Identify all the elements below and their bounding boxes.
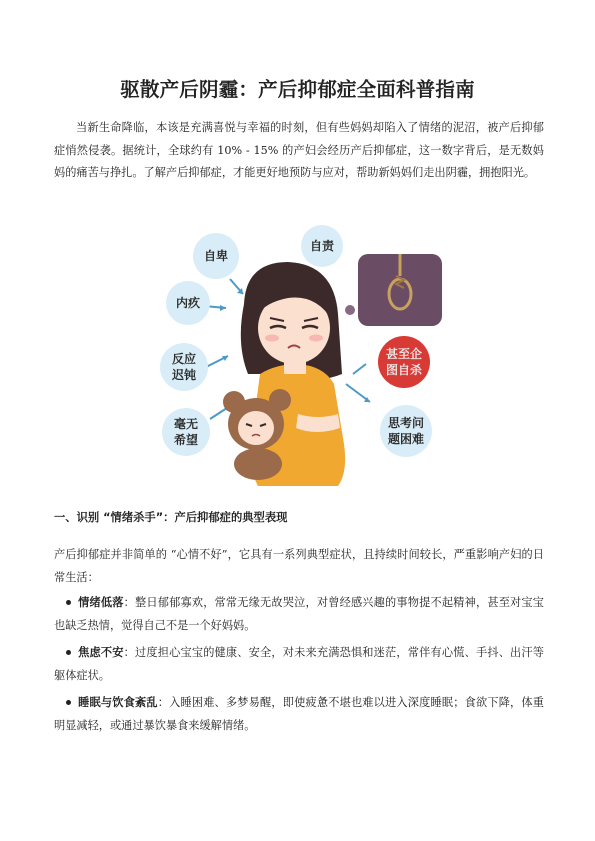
bullet-term: 睡眠与饮食紊乱 [78, 696, 158, 710]
list-item [54, 642, 544, 687]
list-item [54, 692, 544, 737]
list-item [54, 592, 544, 637]
noose-panel [345, 254, 442, 326]
illustration-svg [148, 224, 454, 486]
bubble-text-5b: 希望 [173, 433, 199, 447]
bullet-dot-icon [66, 650, 71, 655]
symptom-list [54, 592, 544, 743]
bubble-guilt [166, 281, 210, 325]
bubble-text-1: 自卑 [203, 249, 229, 263]
bubble-slow-reaction [160, 343, 208, 391]
page-title: 驱散产后阴霾：产后抑郁症全面科普指南 [120, 78, 475, 101]
arrow-6 [353, 364, 366, 374]
bubble-suicide-attempt [378, 336, 430, 388]
bubble-text-5a: 毫无 [173, 417, 199, 431]
bubble-thinking-difficulty [380, 405, 432, 457]
bubble-text-6a: 甚至企 [385, 347, 423, 361]
bullet-dot-icon [66, 700, 71, 705]
bubble-self-blame [301, 225, 343, 267]
postpartum-depression-illustration [148, 224, 454, 486]
bullet-term: 情绪低落 [78, 596, 124, 609]
bubble-self-abasement [193, 233, 239, 279]
bullet-text: ：过度担心宝宝的健康、安全，对未来充满恐惧和迷茫，常伴有心慌、手抖、出汗等躯体症状。 [54, 646, 544, 682]
bullet-text: ：入睡困难、多梦易醒，即使疲惫不堪也难以进入深度睡眠；食欲下降，体重明显减轻，或通过暴饮暴食来缓解情绪。 [54, 696, 544, 732]
bubble-hopeless [162, 408, 210, 456]
bubble-text-7a: 思考问 [387, 416, 425, 430]
bullet-text: ：整日郁郁寡欢，常常无缘无故哭泣，对曾经感兴趣的事物提不起精神，甚至对宝宝也缺乏热情，觉得自己不是一个好妈妈。 [54, 596, 544, 632]
bullet-term: 焦虑不安 [78, 646, 124, 660]
bubble-text-6b: 图自杀 [385, 363, 423, 377]
bullet-dot-icon [66, 600, 71, 605]
bubble-text-7b: 题困难 [387, 432, 425, 446]
bubble-text-4a: 反应 [171, 352, 197, 366]
bubble-text-2: 自责 [309, 239, 335, 253]
teddy-bear [223, 389, 291, 480]
intro-paragraph: 当新生命降临，本该是充满喜悦与幸福的时刻，但有些妈妈却陷入了情绪的泥沼，被产后抑郁症悄然侵袭。据统计，全球约有 10% - 15% 的产妇会经历产后抑郁症，这一数字背后，是无数妈妈的痛苦与挣扎。了解产后抑郁症，才能更好地预防与应对，帮助新妈妈们走出阴霾，拥抱阳光。 [54, 121, 544, 180]
section-1-heading: 一、识别 “情绪杀手”：产后抑郁症的典型表现 [54, 511, 288, 524]
bubble-text-3: 内疚 [175, 296, 201, 310]
bubble-text-4b: 迟钝 [171, 368, 197, 382]
section-1-lead: 产后抑郁症并非简单的 “心情不好”，它具有一系列典型症状，且持续时间较长，严重影响产妇的日常生活： [54, 548, 544, 584]
